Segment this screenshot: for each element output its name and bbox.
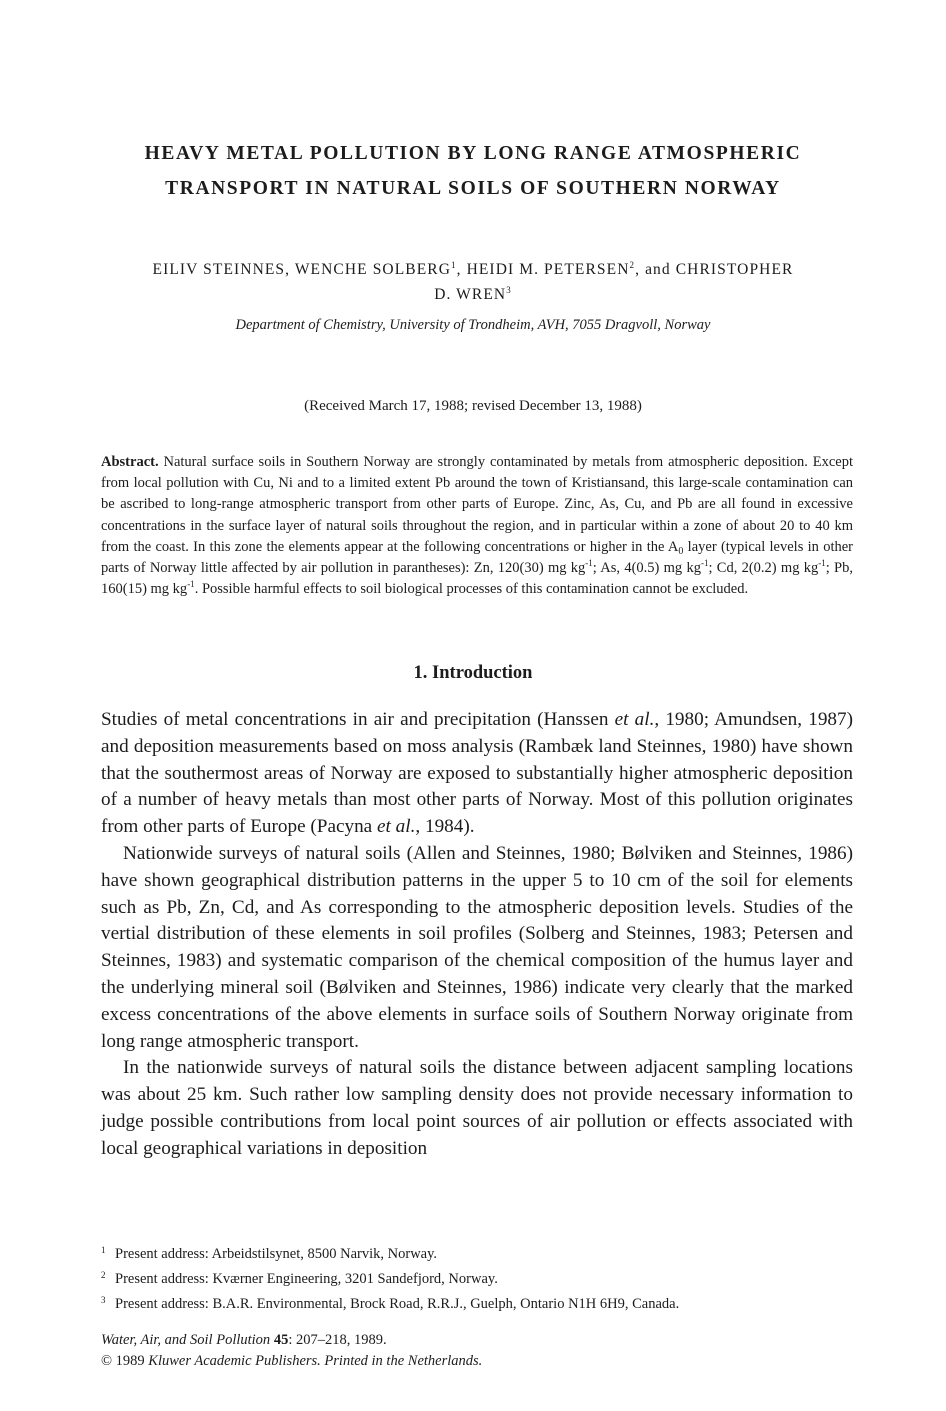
author-mark-2: 2 [629,260,636,270]
journal-line-1 [101,1330,861,1351]
author-mark-1: 1 [451,260,457,270]
abstract-subscript-0: 0 [678,545,684,557]
journal-volume: 45 [270,1332,289,1348]
footnotes [101,1240,861,1315]
journal-line-2 [101,1351,861,1372]
title-line-1: HEAVY METAL POLLUTION BY LONG RANGE ATMOSPHERIC [144,143,802,164]
abstract-exponent-2: -1 [700,558,709,569]
abstract-exponent-3: -1 [818,558,826,569]
author-mark-3: 3 [506,285,512,295]
copyright-symbol: © [101,1353,113,1369]
abstract-text-5: ; Pb, 160(15) mg kg [101,560,853,598]
paragraph-1-text-a: Studies of metal concentrations in air and precipitation (Hanssen [101,709,615,730]
footnote-text-2: Present address: Kværner Engineering, 3201 Sandefjord, Norway. [115,1271,498,1287]
author-line-2 [60,282,886,307]
body-text [101,707,853,1163]
author-names-1: EILIV STEINNES, WENCHE SOLBERG [152,261,452,278]
abstract-text-2: layer (typical levels in other parts of Norway little affected by air pollution in parantheses): Zn, 120(30) mg kg [101,538,853,577]
received-dates: (Received March 17, 1988; revised December 13, 1988) [304,398,642,414]
footnote-2 [101,1265,861,1290]
paragraph-1 [101,707,853,841]
et-al-1: et al. [614,709,655,730]
abstract-text-3: ; As, 4(0.5) mg kg [592,560,701,577]
paragraph-3: In the nationwide surveys of natural soils the distance between adjacent sampling locations was about 25 km. Such rather low sampling density does not provide necessary information to judge possible contributions from local point sources of air pollution or effects associated with local geographical variations in deposition [101,1057,853,1159]
author-line-1 [60,257,886,282]
publisher: Kluwer Academic Publishers. Printed in the Netherlands. [148,1353,483,1369]
copyright-year: 1989 [112,1353,149,1369]
footnote-mark-2: 2 [101,1270,106,1280]
paragraph-1-text-c: , 1984). [415,816,475,838]
author-list [60,257,886,307]
footnote-text-3: Present address: B.A.R. Environmental, Brock Road, R.R.J., Guelph, Ontario N1H 6H9, Canada. [115,1296,680,1312]
footnote-mark-1: 1 [101,1245,106,1255]
title-line-2: TRANSPORT IN NATURAL SOILS OF SOUTHERN NORWAY [165,178,781,199]
author-names-4: D. WREN [434,286,507,303]
paragraph-2: Nationwide surveys of natural soils (Allen and Steinnes, 1980; Bølviken and Steinnes, 1986) have shown geographical distribution patterns in the upper 5 to 10 cm of the soil for elements such as Pb, Zn, Cd, and As corresponding to the atmospheric deposition levels. Studies of the vertial distribution of these elements in soil profiles (Solberg and Steinnes, 1983; Petersen and Steinnes, 1983) and systematic comparison of the chemical composition of the humus layer and the underlying mineral soil (Bølviken and Steinnes, 1986) indicate very clearly that the marked excess concentrations of the above elements in surface soils of Southern Norway originate from long range atmospheric transport. [101,842,853,1052]
abstract-text-1: Natural surface soils in Southern Norway are strongly contaminated by metals from atmospheric deposition. Except from local pollution with Cu, Ni and to a limited extent Pb around the town of Kristiansand, this large-scale contamination can be ascribed to long-range atmospheric transport from other parts of Europe. Zinc, As, Cu, and Pb are all found in excessive concentrations in the surface layer of natural soils throughout the region, and in particular within a zone of about 20 to 40 km from the coast. In this zone the elements appear at the following concentrations or higher in the A [101,454,853,555]
abstract-label: Abstract. [101,454,159,470]
footnote-1 [101,1240,861,1265]
journal-citation [101,1330,861,1372]
footnote-text-1: Present address: Arbeidstilsynet, 8500 Narvik, Norway. [115,1246,438,1262]
footnote-3 [101,1290,861,1315]
footnote-mark-3: 3 [101,1295,106,1305]
abstract-exponent-4: -1 [187,579,195,590]
abstract-exponent-1: -1 [585,558,593,569]
abstract-text-6: . Possible harmful effects to soil biological processes of this contamination cannot be excluded. [194,581,749,598]
section-heading-introduction: 1. Introduction [413,663,533,683]
journal-pages: : 207–218, 1989. [288,1332,387,1348]
abstract [101,452,853,600]
abstract-text-4: ; Cd, 2(0.2) mg kg [708,560,819,577]
author-names-3: , and CHRISTOPHER [635,261,794,278]
et-al-2: et al. [377,816,416,838]
paper-title [60,136,886,206]
affiliation: Department of Chemistry, University of Trondheim, AVH, 7055 Dragvoll, Norway [235,317,711,333]
journal-name: Water, Air, and Soil Pollution [101,1332,271,1348]
author-names-2: , HEIDI M. PETERSEN [456,261,630,278]
paragraph-1-text-b: , 1980; Amundsen, 1987) and deposition measurements based on moss analysis (Rambæk land Steinnes, 1980) have shown that the southermost areas of Norway are exposed to substantially higher atmospheric deposition of a number of heavy metals than most other parts of Norway. Most of this pollution originates from other parts of Europe (Pacyna [101,709,853,838]
